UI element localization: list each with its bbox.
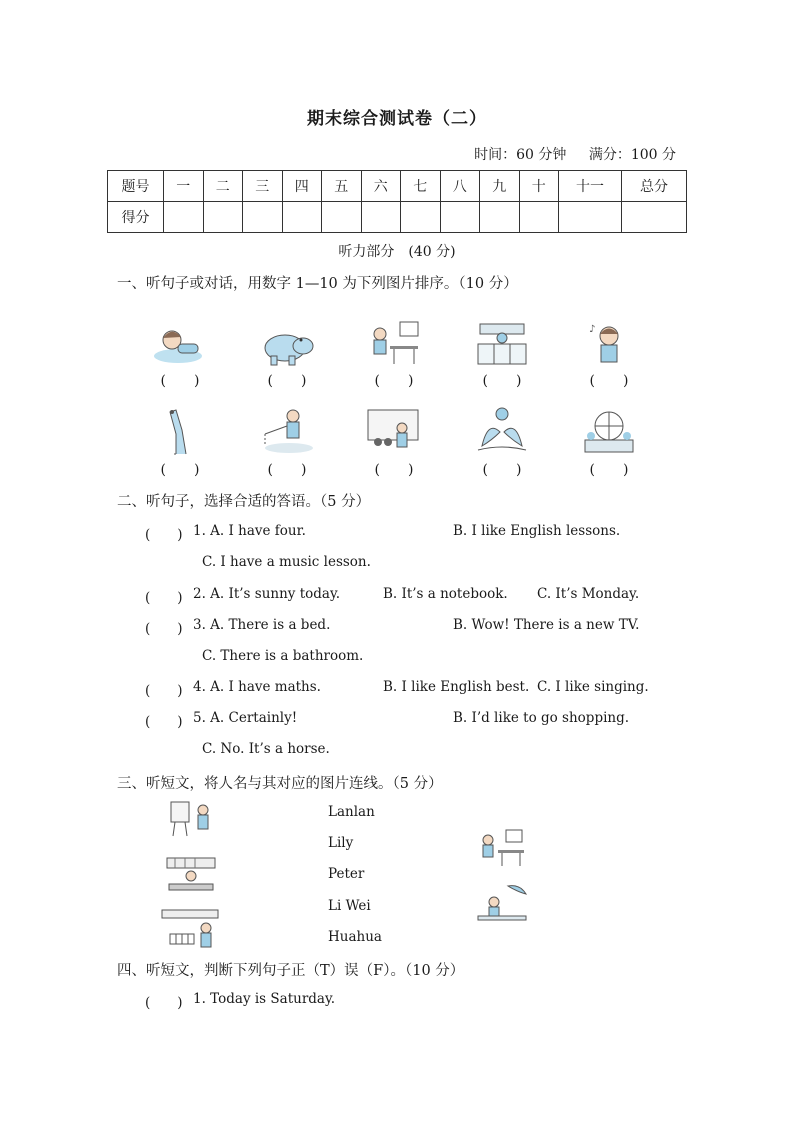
score-table	[107, 170, 687, 233]
library-reading-icon	[163, 856, 219, 904]
time-limit: 时间：60 分钟	[474, 147, 567, 163]
answer-blank[interactable]: ( )	[589, 462, 629, 478]
section-1-title: 一、听句子或对话，用数字 1—10 为下列图片排序。（10 分）	[117, 276, 518, 292]
q5-option-c: C. No. It’s a horse.	[202, 741, 330, 757]
beach-icon	[474, 882, 530, 930]
svg-text:♪: ♪	[589, 324, 596, 335]
girl-desk-icon	[366, 320, 422, 368]
answer-blank[interactable]: ( )	[145, 527, 183, 543]
section-2-title: 二、听句子，选择合适的答语。（5 分）	[117, 494, 371, 510]
q5-option-a: 5. A. Certainly!	[193, 710, 298, 726]
table-cell: 九	[480, 171, 520, 202]
answer-blank[interactable]: ( )	[267, 462, 307, 478]
q2-option-c: C. It’s Monday.	[537, 586, 640, 602]
table-cell: 十	[519, 171, 559, 202]
table-cell: 总分	[622, 171, 687, 202]
hippo-icon	[259, 320, 315, 368]
girl-desk-icon	[474, 828, 530, 876]
q3-option-a: 3. A. There is a bed.	[193, 617, 331, 633]
full-score: 满分：100 分	[588, 147, 676, 163]
zoo-zebra-icon	[160, 908, 216, 956]
q1-option-a: 1. A. I have four.	[193, 523, 306, 539]
score-table-header-row	[108, 171, 687, 202]
score-input-cell[interactable]	[519, 202, 559, 233]
section-3-title: 三、听短文，将人名与其对应的图片连线。（5 分）	[117, 776, 443, 792]
name-label: Peter	[328, 866, 365, 882]
score-input-cell[interactable]	[282, 202, 322, 233]
score-input-cell[interactable]	[164, 202, 204, 233]
answer-blank[interactable]: ( )	[374, 462, 414, 478]
name-label: Lanlan	[328, 804, 375, 820]
boy-lying-icon	[152, 320, 208, 368]
table-cell: 得分	[108, 202, 164, 233]
answer-blank[interactable]: ( )	[145, 621, 183, 637]
score-input-cell[interactable]	[480, 202, 520, 233]
table-cell: 四	[282, 171, 322, 202]
q3-option-c: C. There is a bathroom.	[202, 648, 364, 664]
tf-statement: 1. Today is Saturday.	[193, 991, 336, 1007]
q4-option-c: C. I like singing.	[537, 679, 649, 695]
score-input-cell[interactable]	[401, 202, 441, 233]
table-cell: 七	[401, 171, 441, 202]
classroom-icon	[366, 406, 422, 454]
giraffe-icon	[152, 406, 208, 454]
table-cell: 题号	[108, 171, 164, 202]
q1-option-b: B. I like English lessons.	[453, 523, 621, 539]
table-cell: 二	[203, 171, 243, 202]
answer-blank[interactable]: ( )	[482, 462, 522, 478]
boy-fishing-icon	[259, 406, 315, 454]
table-cell: 六	[361, 171, 401, 202]
answer-blank[interactable]: ( )	[160, 462, 200, 478]
dolphins-icon	[474, 406, 530, 454]
table-cell: 八	[440, 171, 480, 202]
answer-blank[interactable]: ( )	[145, 714, 183, 730]
score-input-cell[interactable]	[559, 202, 622, 233]
painting-easel-icon	[165, 798, 221, 846]
name-label: Li Wei	[328, 898, 371, 914]
listening-header: 听力部分 (40 分)	[338, 244, 456, 260]
boy-thinking-icon	[581, 320, 637, 368]
table-cell: 十一	[559, 171, 622, 202]
q3-option-b: B. Wow! There is a new TV.	[453, 617, 640, 633]
answer-blank[interactable]: ( )	[374, 373, 414, 389]
score-input-cell[interactable]	[440, 202, 480, 233]
answer-blank[interactable]: ( )	[145, 590, 183, 606]
kitchen-icon	[474, 320, 530, 368]
q4-option-a: 4. A. I have maths.	[193, 679, 321, 695]
score-input-cell[interactable]	[203, 202, 243, 233]
q5-option-b: B. I’d like to go shopping.	[453, 710, 630, 726]
name-label: Lily	[328, 835, 354, 851]
q4-option-b: B. I like English best.	[383, 679, 530, 695]
answer-blank[interactable]: ( )	[160, 373, 200, 389]
answer-blank[interactable]: ( )	[145, 995, 183, 1011]
answer-blank[interactable]: ( )	[145, 683, 183, 699]
table-cell: 三	[243, 171, 283, 202]
answer-blank[interactable]: ( )	[589, 373, 629, 389]
answer-blank[interactable]: ( )	[267, 373, 307, 389]
q2-option-a: 2. A. It’s sunny today.	[193, 586, 341, 602]
answer-blank[interactable]: ( )	[482, 373, 522, 389]
page-title: 期末综合测试卷（二）	[307, 109, 487, 129]
score-input-cell[interactable]	[243, 202, 283, 233]
table-cell: 一	[164, 171, 204, 202]
section-4-title: 四、听短文，判断下列句子正（T）误（F）。（10 分）	[117, 963, 465, 979]
amusement-park-icon	[581, 406, 637, 454]
score-input-cell[interactable]	[322, 202, 362, 233]
q1-option-c: C. I have a music lesson.	[202, 554, 371, 570]
table-cell: 五	[322, 171, 362, 202]
name-label: Huahua	[328, 929, 382, 945]
exam-meta	[456, 144, 676, 164]
q2-option-b: B. It’s a notebook.	[383, 586, 508, 602]
score-table-score-row	[108, 202, 687, 233]
score-input-cell[interactable]	[361, 202, 401, 233]
score-input-cell[interactable]	[622, 202, 687, 233]
